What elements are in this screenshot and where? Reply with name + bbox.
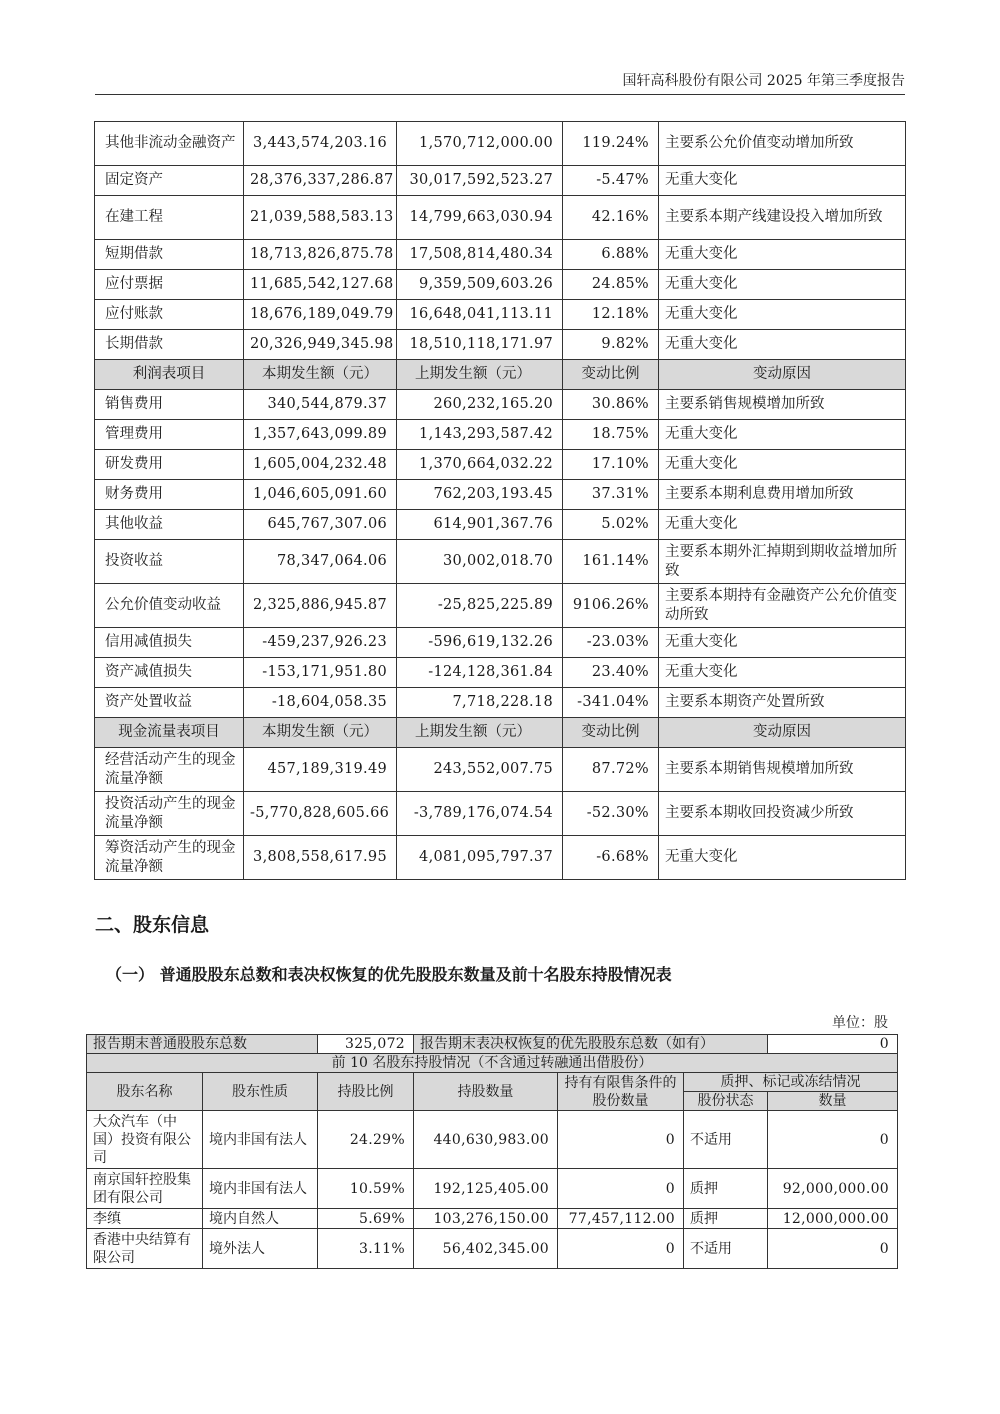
change-reason-cell: 无重大变化: [659, 836, 906, 880]
current-amount-cell: 11,685,542,127.68: [244, 270, 397, 300]
current-amount-cell: -459,237,926.23: [244, 628, 397, 658]
change-ratio-cell: 23.40%: [563, 658, 659, 688]
current-amount-cell: 340,544,879.37: [244, 390, 397, 420]
unit-label: 单位：股: [832, 1015, 888, 1031]
table-row: [87, 1169, 898, 1209]
item-cell: 销售费用: [95, 390, 244, 420]
item-cell: 短期借款: [95, 240, 244, 270]
col-pledge-status: 股份状态: [684, 1092, 768, 1111]
item-cell: 研发费用: [95, 450, 244, 480]
previous-amount-cell: 1,370,664,032.22: [397, 450, 563, 480]
current-amount-cell: 1,357,643,099.89: [244, 420, 397, 450]
item-cell: 长期借款: [95, 330, 244, 360]
item-cell: 公允价值变动收益: [95, 584, 244, 628]
previous-amount-cell: 762,203,193.45: [397, 480, 563, 510]
preferred-holders-label: 报告期末表决权恢复的优先股股东总数（如有）: [414, 1035, 768, 1054]
holder-nature-cell: 境外法人: [203, 1229, 318, 1269]
change-reason-cell: 主要系销售规模增加所致: [659, 390, 906, 420]
change-ratio-cell: -341.04%: [563, 688, 659, 718]
holder-name-cell: 大众汽车（中国）投资有限公司: [87, 1111, 203, 1169]
holding-ratio-cell: 10.59%: [318, 1169, 414, 1209]
restricted-shares-cell: 0: [558, 1229, 684, 1269]
current-amount-cell: 1,605,004,232.48: [244, 450, 397, 480]
header-current: 本期发生额（元）: [244, 718, 397, 748]
change-reason-cell: 无重大变化: [659, 450, 906, 480]
item-cell: 其他非流动金融资产: [95, 122, 244, 166]
table-row: [87, 1229, 898, 1269]
change-ratio-cell: 37.31%: [563, 480, 659, 510]
item-cell: 在建工程: [95, 196, 244, 240]
header-item: 现金流量表项目: [95, 718, 244, 748]
item-cell: 投资活动产生的现金流量净额: [95, 792, 244, 836]
previous-amount-cell: 614,901,367.76: [397, 510, 563, 540]
section-subtitle: （一） 普通股股东总数和表决权恢复的优先股股东数量及前十名股东持股情况表: [106, 965, 672, 984]
pledge-status-cell: 不适用: [684, 1111, 768, 1169]
holding-count-cell: 192,125,405.00: [414, 1169, 558, 1209]
previous-amount-cell: -124,128,361.84: [397, 658, 563, 688]
current-amount-cell: 28,376,337,286.87: [244, 166, 397, 196]
table-row: [95, 510, 906, 540]
change-ratio-cell: 119.24%: [563, 122, 659, 166]
col-holding-ratio: 持股比例: [318, 1073, 414, 1111]
table-row: [95, 240, 906, 270]
change-ratio-cell: 12.18%: [563, 300, 659, 330]
previous-amount-cell: 1,570,712,000.00: [397, 122, 563, 166]
item-cell: 资产处置收益: [95, 688, 244, 718]
top10-title-row: [87, 1054, 898, 1073]
pledge-quantity-cell: 92,000,000.00: [768, 1169, 898, 1209]
change-ratio-cell: 17.10%: [563, 450, 659, 480]
header-previous: 上期发生额（元）: [397, 360, 563, 390]
financial-changes-table: [94, 121, 906, 880]
pledge-status-cell: 不适用: [684, 1229, 768, 1269]
previous-amount-cell: 4,081,095,797.37: [397, 836, 563, 880]
table-row: [95, 480, 906, 510]
table-row: [95, 584, 906, 628]
current-amount-cell: 2,325,886,945.87: [244, 584, 397, 628]
change-reason-cell: 无重大变化: [659, 330, 906, 360]
previous-amount-cell: 18,510,118,171.97: [397, 330, 563, 360]
col-holder-name: 股东名称: [87, 1073, 203, 1111]
previous-amount-cell: 243,552,007.75: [397, 748, 563, 792]
change-reason-cell: 无重大变化: [659, 658, 906, 688]
report-title: 国轩高科股份有限公司 2025 年第三季度报告: [622, 73, 905, 89]
current-amount-cell: 3,808,558,617.95: [244, 836, 397, 880]
previous-amount-cell: 16,648,041,113.11: [397, 300, 563, 330]
item-cell: 财务费用: [95, 480, 244, 510]
change-ratio-cell: 42.16%: [563, 196, 659, 240]
previous-amount-cell: 1,143,293,587.42: [397, 420, 563, 450]
top10-title: 前 10 名股东持股情况（不含通过转融通出借股份）: [87, 1054, 898, 1073]
current-amount-cell: 20,326,949,345.98: [244, 330, 397, 360]
holder-name-cell: 香港中央结算有限公司: [87, 1229, 203, 1269]
holder-nature-cell: 境内非国有法人: [203, 1169, 318, 1209]
table-row: [87, 1111, 898, 1169]
holding-count-cell: 103,276,150.00: [414, 1209, 558, 1229]
profit-section-header: [95, 360, 906, 390]
holder-nature-cell: 境内自然人: [203, 1209, 318, 1229]
change-reason-cell: 主要系本期资产处置所致: [659, 688, 906, 718]
col-pledge-quantity: 数量: [768, 1092, 898, 1111]
holding-count-cell: 56,402,345.00: [414, 1229, 558, 1269]
change-ratio-cell: 24.85%: [563, 270, 659, 300]
item-cell: 筹资活动产生的现金流量净额: [95, 836, 244, 880]
change-ratio-cell: 30.86%: [563, 390, 659, 420]
previous-amount-cell: 7,718,228.18: [397, 688, 563, 718]
previous-amount-cell: -3,789,176,074.54: [397, 792, 563, 836]
table-row: [95, 748, 906, 792]
current-amount-cell: 457,189,319.49: [244, 748, 397, 792]
change-reason-cell: 主要系本期持有金融资产公允价值变动所致: [659, 584, 906, 628]
table-row: [95, 390, 906, 420]
holding-ratio-cell: 3.11%: [318, 1229, 414, 1269]
item-cell: 固定资产: [95, 166, 244, 196]
change-ratio-cell: -5.47%: [563, 166, 659, 196]
previous-amount-cell: 14,799,663,030.94: [397, 196, 563, 240]
table-row: [87, 1209, 898, 1229]
item-cell: 经营活动产生的现金流量净额: [95, 748, 244, 792]
total-holders-label: 报告期末普通股股东总数: [87, 1035, 318, 1054]
change-reason-cell: 主要系本期销售规模增加所致: [659, 748, 906, 792]
change-reason-cell: 主要系本期外汇掉期到期收益增加所致: [659, 540, 906, 584]
table-row: [95, 540, 906, 584]
table-row: [95, 166, 906, 196]
header-current: 本期发生额（元）: [244, 360, 397, 390]
header-reason: 变动原因: [659, 360, 906, 390]
page-header: [95, 70, 905, 95]
holder-name-cell: 南京国轩控股集团有限公司: [87, 1169, 203, 1209]
table-row: [95, 196, 906, 240]
summary-row: [87, 1035, 898, 1054]
change-ratio-cell: 161.14%: [563, 540, 659, 584]
table-row: [95, 792, 906, 836]
change-reason-cell: 无重大变化: [659, 240, 906, 270]
preferred-holders-value: 0: [768, 1035, 898, 1054]
pledge-status-cell: 质押: [684, 1209, 768, 1229]
item-cell: 管理费用: [95, 420, 244, 450]
col-holder-nature: 股东性质: [203, 1073, 318, 1111]
current-amount-cell: -153,171,951.80: [244, 658, 397, 688]
table-row: [95, 420, 906, 450]
shareholders-table: [86, 1034, 898, 1269]
col-pledge-group: 质押、标记或冻结情况: [684, 1073, 898, 1092]
table-row: [95, 836, 906, 880]
change-ratio-cell: -6.68%: [563, 836, 659, 880]
col-restricted-shares: 持有有限售条件的股份数量: [558, 1073, 684, 1111]
change-reason-cell: 主要系本期收回投资减少所致: [659, 792, 906, 836]
change-reason-cell: 主要系本期利息费用增加所致: [659, 480, 906, 510]
previous-amount-cell: 17,508,814,480.34: [397, 240, 563, 270]
table-row: [95, 330, 906, 360]
total-holders-value: 325,072: [318, 1035, 414, 1054]
current-amount-cell: 645,767,307.06: [244, 510, 397, 540]
current-amount-cell: 3,443,574,203.16: [244, 122, 397, 166]
current-amount-cell: 18,713,826,875.78: [244, 240, 397, 270]
table-row: [95, 122, 906, 166]
change-reason-cell: 主要系公允价值变动增加所致: [659, 122, 906, 166]
holding-ratio-cell: 24.29%: [318, 1111, 414, 1169]
pledge-quantity-cell: 0: [768, 1111, 898, 1169]
header-change: 变动比例: [563, 360, 659, 390]
change-reason-cell: 主要系本期产线建设投入增加所致: [659, 196, 906, 240]
change-reason-cell: 无重大变化: [659, 300, 906, 330]
previous-amount-cell: -25,825,225.89: [397, 584, 563, 628]
item-cell: 信用减值损失: [95, 628, 244, 658]
current-amount-cell: -18,604,058.35: [244, 688, 397, 718]
restricted-shares-cell: 77,457,112.00: [558, 1209, 684, 1229]
change-reason-cell: 无重大变化: [659, 510, 906, 540]
table-row: [95, 270, 906, 300]
current-amount-cell: 78,347,064.06: [244, 540, 397, 584]
change-reason-cell: 无重大变化: [659, 166, 906, 196]
section-title: 二、股东信息: [95, 914, 210, 936]
header-item: 利润表项目: [95, 360, 244, 390]
item-cell: 应付账款: [95, 300, 244, 330]
cashflow-section-header: [95, 718, 906, 748]
change-ratio-cell: 87.72%: [563, 748, 659, 792]
pledge-status-cell: 质押: [684, 1169, 768, 1209]
change-reason-cell: 无重大变化: [659, 628, 906, 658]
restricted-shares-cell: 0: [558, 1111, 684, 1169]
pledge-quantity-cell: 12,000,000.00: [768, 1209, 898, 1229]
current-amount-cell: 18,676,189,049.79: [244, 300, 397, 330]
previous-amount-cell: -596,619,132.26: [397, 628, 563, 658]
change-ratio-cell: 5.02%: [563, 510, 659, 540]
table-row: [95, 300, 906, 330]
item-cell: 资产减值损失: [95, 658, 244, 688]
holding-count-cell: 440,630,983.00: [414, 1111, 558, 1169]
change-reason-cell: 无重大变化: [659, 420, 906, 450]
item-cell: 投资收益: [95, 540, 244, 584]
change-ratio-cell: 18.75%: [563, 420, 659, 450]
previous-amount-cell: 30,017,592,523.27: [397, 166, 563, 196]
item-cell: 其他收益: [95, 510, 244, 540]
current-amount-cell: 1,046,605,091.60: [244, 480, 397, 510]
column-header-row: [87, 1073, 898, 1092]
col-holding-count: 持股数量: [414, 1073, 558, 1111]
change-reason-cell: 无重大变化: [659, 270, 906, 300]
current-amount-cell: 21,039,588,583.13: [244, 196, 397, 240]
change-ratio-cell: -52.30%: [563, 792, 659, 836]
restricted-shares-cell: 0: [558, 1169, 684, 1209]
previous-amount-cell: 9,359,509,603.26: [397, 270, 563, 300]
pledge-quantity-cell: 0: [768, 1229, 898, 1269]
item-cell: 应付票据: [95, 270, 244, 300]
change-ratio-cell: 6.88%: [563, 240, 659, 270]
header-previous: 上期发生额（元）: [397, 718, 563, 748]
header-change: 变动比例: [563, 718, 659, 748]
change-ratio-cell: 9106.26%: [563, 584, 659, 628]
table-row: [95, 688, 906, 718]
previous-amount-cell: 30,002,018.70: [397, 540, 563, 584]
holder-name-cell: 李缜: [87, 1209, 203, 1229]
table-row: [95, 658, 906, 688]
change-ratio-cell: -23.03%: [563, 628, 659, 658]
table-row: [95, 628, 906, 658]
header-reason: 变动原因: [659, 718, 906, 748]
current-amount-cell: -5,770,828,605.66: [244, 792, 397, 836]
table-row: [95, 450, 906, 480]
change-ratio-cell: 9.82%: [563, 330, 659, 360]
holding-ratio-cell: 5.69%: [318, 1209, 414, 1229]
holder-nature-cell: 境内非国有法人: [203, 1111, 318, 1169]
previous-amount-cell: 260,232,165.20: [397, 390, 563, 420]
